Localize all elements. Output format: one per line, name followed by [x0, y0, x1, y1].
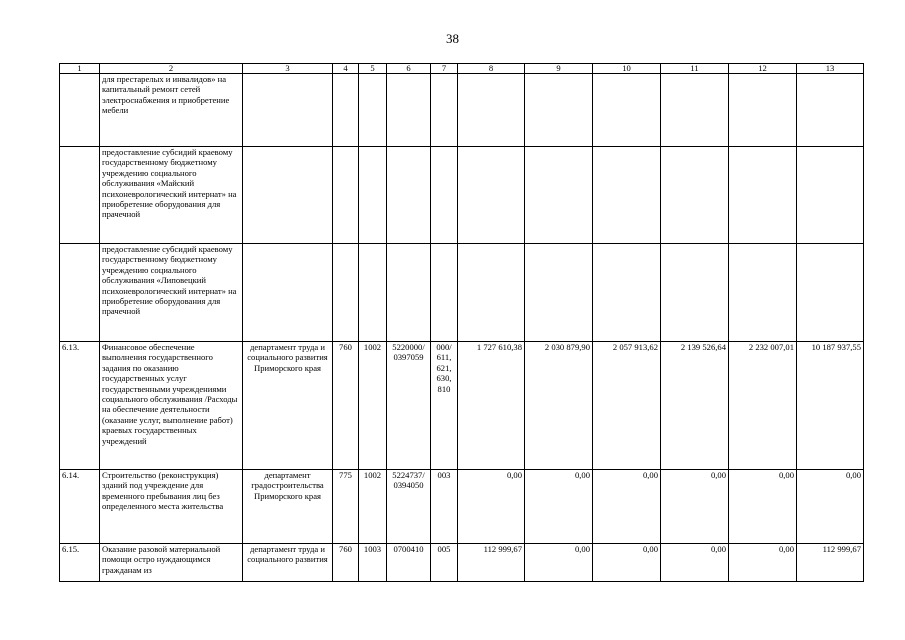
column-header: 12: [729, 64, 797, 74]
column-header: 8: [458, 64, 525, 74]
column-header: 2: [100, 64, 243, 74]
cell-amount: [458, 147, 525, 244]
cell-target: 5224737/ 0394050: [387, 470, 431, 544]
cell-amount: 0,00: [458, 470, 525, 544]
table-row: [60, 470, 864, 544]
column-header: 1: [60, 64, 100, 74]
cell-description: Финансовое обеспечение выполнения государственного задания по оказанию государственных услуг государственными учреждениями социального обслуживания /Расходы на обеспечение деятельности (оказание услуг, выполнение работ) краевых государственных учреждений: [100, 342, 243, 470]
cell-number: [60, 74, 100, 147]
cell-number: 6.13.: [60, 342, 100, 470]
cell-amount: [729, 74, 797, 147]
cell-total: 112 999,67: [797, 544, 864, 582]
cell-target: [387, 74, 431, 147]
cell-section: [359, 147, 387, 244]
cell-code: [333, 74, 359, 147]
table-row: [60, 244, 864, 342]
cell-section: [359, 244, 387, 342]
cell-total: [797, 74, 864, 147]
column-header: 5: [359, 64, 387, 74]
cell-type: [431, 74, 458, 147]
page-number: 38: [446, 31, 459, 46]
cell-amount: [729, 244, 797, 342]
table-row: [60, 74, 864, 147]
cell-amount: 0,00: [729, 544, 797, 582]
cell-amount: [525, 74, 593, 147]
column-header: 6: [387, 64, 431, 74]
cell-code: 775: [333, 470, 359, 544]
column-header: 10: [593, 64, 661, 74]
cell-amount: 0,00: [661, 470, 729, 544]
table-row: [60, 147, 864, 244]
cell-executor: [243, 74, 333, 147]
cell-executor: [243, 244, 333, 342]
cell-type: 003: [431, 470, 458, 544]
cell-description: для престарелых и инвалидов» на капитальный ремонт сетей электроснабжения и приобретение мебели: [100, 74, 243, 147]
cell-amount: [593, 244, 661, 342]
cell-type: [431, 147, 458, 244]
cell-code: [333, 147, 359, 244]
cell-amount: 2 232 007,01: [729, 342, 797, 470]
cell-executor: департамент труда и социального развития: [243, 544, 333, 582]
cell-type: 000/ 611, 621, 630, 810: [431, 342, 458, 470]
cell-executor: [243, 147, 333, 244]
cell-amount: [458, 74, 525, 147]
cell-amount: 112 999,67: [458, 544, 525, 582]
cell-target: 0700410: [387, 544, 431, 582]
cell-amount: 0,00: [593, 544, 661, 582]
column-header: 11: [661, 64, 729, 74]
cell-amount: 0,00: [661, 544, 729, 582]
column-header: 9: [525, 64, 593, 74]
cell-total: [797, 147, 864, 244]
cell-number: [60, 147, 100, 244]
budget-table: [59, 63, 864, 582]
cell-total: [797, 244, 864, 342]
cell-section: 1002: [359, 342, 387, 470]
cell-target: [387, 244, 431, 342]
cell-description: предоставление субсидий краевому государственному бюджетному учреждению социального обслуживания «Липовецкий психоневрологический интернат» на приобретение оборудования для прачечной: [100, 244, 243, 342]
cell-amount: [661, 74, 729, 147]
cell-total: 10 187 937,55: [797, 342, 864, 470]
cell-code: 760: [333, 342, 359, 470]
cell-amount: [593, 147, 661, 244]
cell-code: [333, 244, 359, 342]
cell-amount: 2 139 526,64: [661, 342, 729, 470]
cell-number: [60, 244, 100, 342]
cell-target: [387, 147, 431, 244]
cell-amount: [458, 244, 525, 342]
cell-amount: [593, 74, 661, 147]
cell-amount: 1 727 610,38: [458, 342, 525, 470]
cell-amount: [661, 244, 729, 342]
cell-amount: 0,00: [525, 544, 593, 582]
column-header: 4: [333, 64, 359, 74]
cell-executor: департамент труда и социального развития Приморского края: [243, 342, 333, 470]
cell-total: 0,00: [797, 470, 864, 544]
cell-number: 6.14.: [60, 470, 100, 544]
cell-amount: 0,00: [525, 470, 593, 544]
cell-section: 1003: [359, 544, 387, 582]
cell-amount: [661, 147, 729, 244]
cell-amount: [525, 244, 593, 342]
column-header: 7: [431, 64, 458, 74]
cell-description: Строительство (реконструкция) зданий под учреждение для временного пребывания лиц без определенного места жительства: [100, 470, 243, 544]
cell-amount: [729, 147, 797, 244]
cell-amount: 0,00: [729, 470, 797, 544]
cell-section: 1002: [359, 470, 387, 544]
cell-amount: 2 030 879,90: [525, 342, 593, 470]
cell-executor: департамент градостроительства Приморского края: [243, 470, 333, 544]
column-header: 3: [243, 64, 333, 74]
cell-amount: 0,00: [593, 470, 661, 544]
cell-type: [431, 244, 458, 342]
cell-description: предоставление субсидий краевому государственному бюджетному учреждению социального обслуживания «Майский психоневрологический интернат» на приобретение оборудования для прачечной: [100, 147, 243, 244]
table-row: [60, 544, 864, 582]
cell-target: 5220000/ 0397059: [387, 342, 431, 470]
table-header-row: [60, 64, 864, 74]
cell-amount: 2 057 913,62: [593, 342, 661, 470]
cell-code: 760: [333, 544, 359, 582]
cell-type: 005: [431, 544, 458, 582]
column-header: 13: [797, 64, 864, 74]
cell-amount: [525, 147, 593, 244]
cell-description: Оказание разовой материальной помощи остро нуждающимся гражданам из: [100, 544, 243, 582]
cell-section: [359, 74, 387, 147]
table-row: [60, 342, 864, 470]
cell-number: 6.15.: [60, 544, 100, 582]
